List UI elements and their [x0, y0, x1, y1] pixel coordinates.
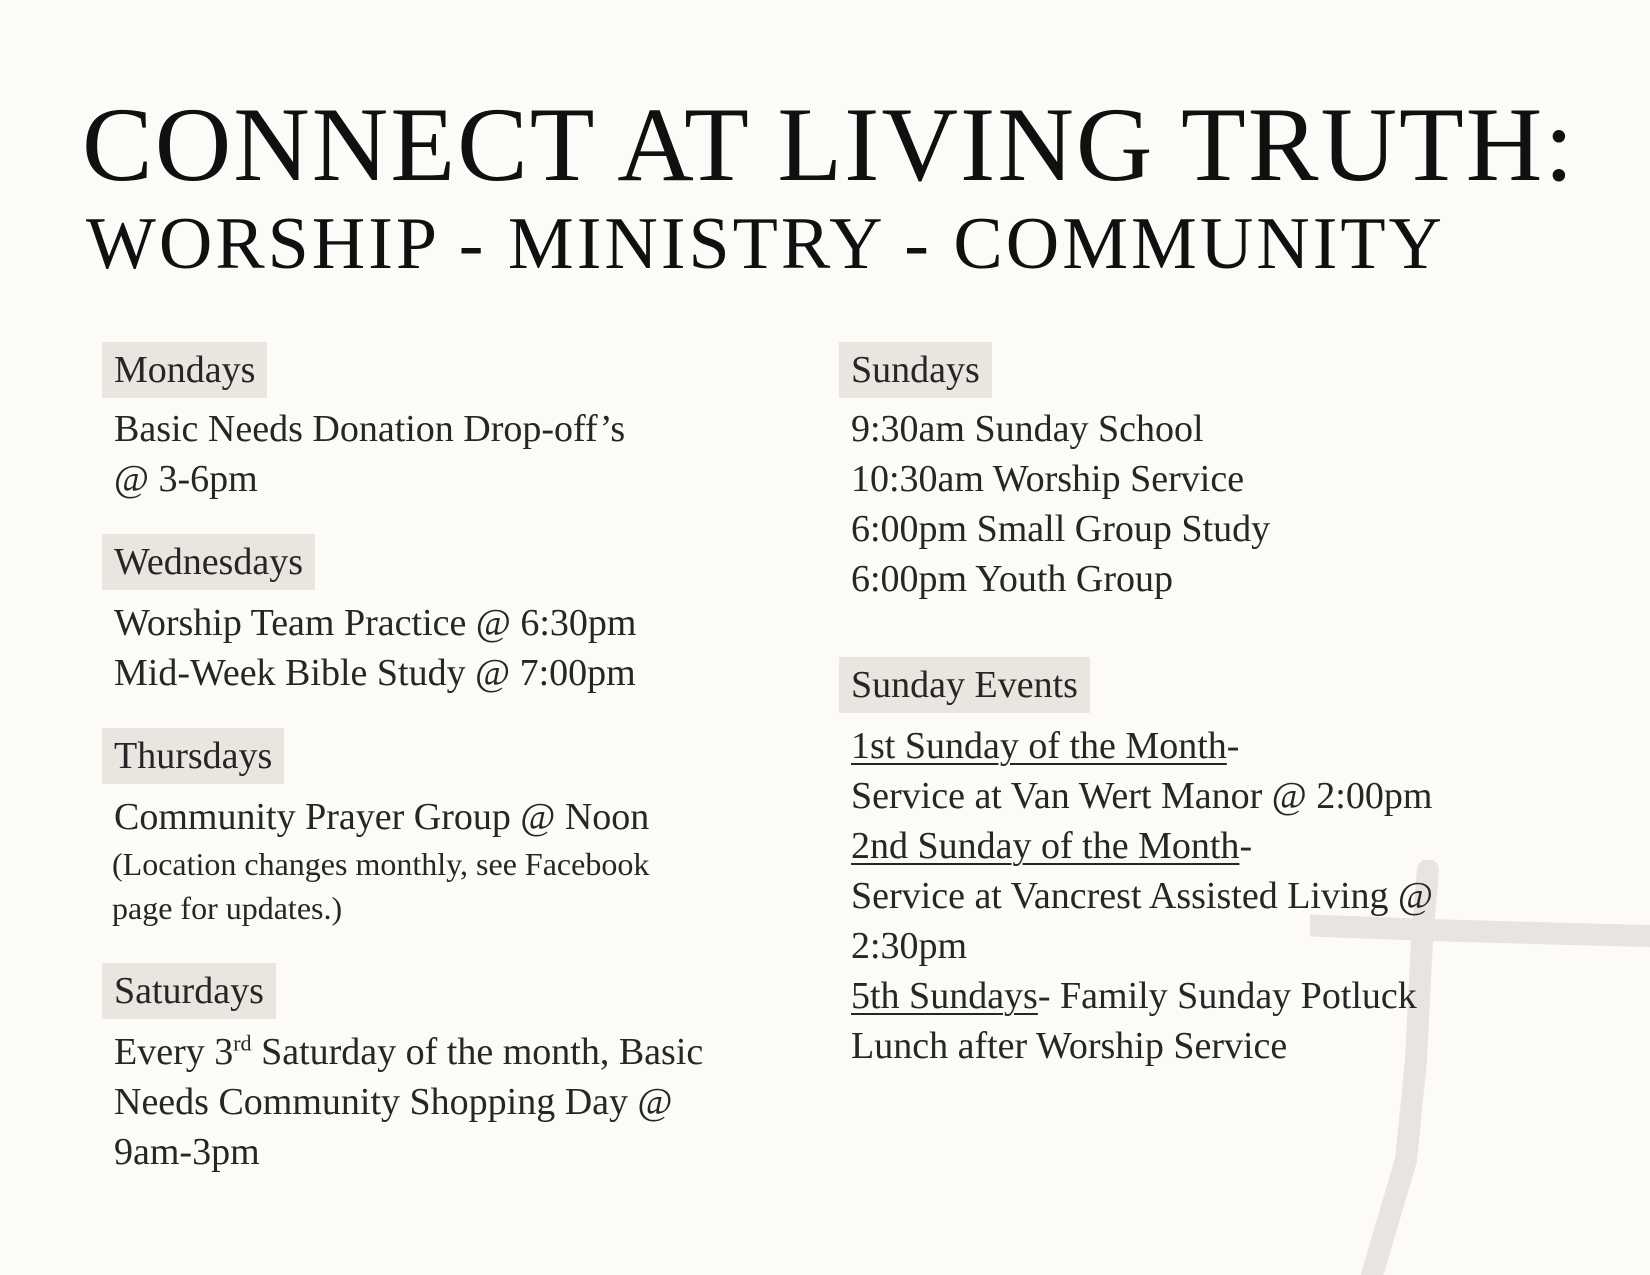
saturdays-ordinal-sup: rd [233, 1030, 252, 1056]
event-2-line-2: 2:30pm [851, 925, 968, 967]
wednesdays-line-1: Worship Team Practice @ 6:30pm [114, 602, 637, 644]
sundays-line-1: 9:30am Sunday School [851, 408, 1204, 450]
sundays-line-2: 10:30am Worship Service [851, 458, 1245, 500]
event-3-heading [851, 971, 1433, 1021]
wednesdays-text [114, 598, 636, 698]
event-1-heading [851, 721, 1433, 771]
thursdays-note-line-1: (Location changes monthly, see Facebook [112, 846, 650, 882]
event-2-title: 2nd Sunday of the Month [851, 825, 1240, 867]
mondays-line-2: @ 3-6pm [114, 458, 258, 500]
sundays-line-3: 6:00pm Small Group Study [851, 508, 1271, 550]
event-1-title: 1st Sunday of the Month [851, 725, 1227, 767]
saturdays-line-1-suffix: Saturday of the month, Basic [251, 1031, 704, 1073]
heading-sundays: Sundays [839, 342, 992, 398]
page-title: CONNECT AT LIVING TRUTH: [82, 86, 1576, 203]
event-2-dash: - [1239, 825, 1253, 867]
sundays-line-4: 6:00pm Youth Group [851, 558, 1173, 600]
saturdays-line-1-prefix: Every 3 [114, 1031, 234, 1073]
heading-sunday-events: Sunday Events [839, 657, 1090, 713]
page-subtitle: WORSHIP - MINISTRY - COMMUNITY [86, 203, 1445, 285]
heading-saturdays: Saturdays [102, 963, 276, 1019]
event-1-dash: - [1226, 725, 1240, 767]
heading-thursdays: Thursdays [102, 728, 284, 784]
sundays-text [851, 404, 1270, 604]
saturdays-line-2: Needs Community Shopping Day @ [114, 1081, 673, 1123]
heading-mondays: Mondays [102, 342, 267, 398]
saturdays-line-3: 9am-3pm [114, 1131, 260, 1173]
event-2-heading [851, 821, 1433, 871]
sunday-events-text [851, 721, 1433, 1071]
event-3-title: 5th Sundays [851, 975, 1038, 1017]
mondays-line-1: Basic Needs Donation Drop-off’s [114, 408, 626, 450]
saturdays-text [114, 1027, 703, 1177]
event-1-line: Service at Van Wert Manor @ 2:00pm [851, 775, 1433, 817]
wednesdays-line-2: Mid-Week Bible Study @ 7:00pm [114, 652, 636, 694]
mondays-text [114, 404, 625, 504]
thursdays-note [112, 842, 649, 930]
saturdays-line-1 [114, 1027, 703, 1077]
event-3-rest: - Family Sunday Potluck [1037, 975, 1417, 1017]
event-2-line-1: Service at Vancrest Assisted Living @ [851, 875, 1434, 917]
event-3-line: Lunch after Worship Service [851, 1025, 1288, 1067]
thursdays-line-1: Community Prayer Group @ Noon [114, 796, 650, 838]
thursdays-note-line-2: page for updates.) [112, 890, 343, 926]
heading-wednesdays: Wednesdays [102, 534, 315, 590]
